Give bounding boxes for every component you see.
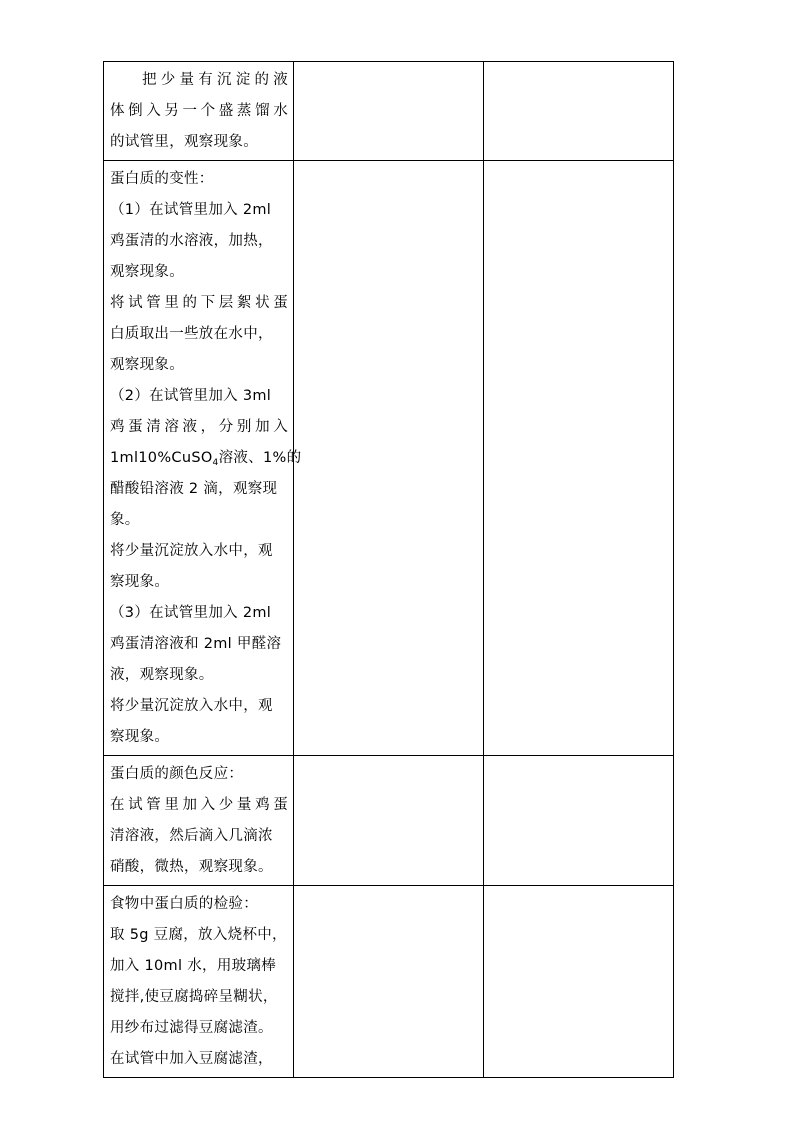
cell-text-line: （1）在试管里加入 2ml — [110, 202, 272, 218]
cell-text-line: 鸡蛋清的水溶液，加热， — [110, 233, 273, 249]
procedure-cell — [104, 161, 302, 756]
cell-text-line: 醋酸铅溶液 2 滴，观察现 — [110, 481, 278, 497]
conclusion-cell[interactable] — [484, 161, 674, 756]
experiment-table — [103, 61, 674, 1078]
conclusion-cell[interactable] — [484, 886, 674, 1078]
cell-text-line: 蛋白质的颜色反应： — [110, 766, 244, 782]
table-row — [104, 756, 674, 886]
cell-text-line: 观察现象。 — [110, 264, 184, 280]
cell-text-line: 取 5g 豆腐，放入烧杯中， — [110, 927, 287, 943]
conclusion-cell[interactable] — [484, 756, 674, 886]
cell-text-line: 察现象。 — [110, 574, 170, 590]
phenomenon-cell[interactable] — [294, 756, 484, 886]
cell-text-line: 清溶液，然后滴入几滴浓 — [110, 828, 273, 844]
table-row — [104, 62, 674, 161]
cell-text-line: 蛋白质的变性： — [110, 171, 214, 187]
cell-text-line: 鸡蛋清溶液和 2ml 甲醛溶 — [110, 636, 282, 652]
table-row — [104, 161, 674, 756]
cell-text-line: 观察现象。 — [110, 357, 184, 373]
cell-text-line: （2）在试管里加入 3ml — [110, 388, 272, 404]
cell-text-line: 鸡蛋清溶液，分别加入 — [110, 419, 288, 435]
cell-text-line: 搅拌,使豆腐捣碎呈糊状， — [110, 989, 278, 1005]
cell-text-line: 的试管里，观察现象。 — [110, 134, 258, 150]
phenomenon-cell[interactable] — [294, 62, 484, 161]
cell-text-line: 在试管中加入豆腐滤渣， — [110, 1051, 273, 1067]
cell-text-line: 液，观察现象。 — [110, 667, 214, 683]
formula-text: 1ml10%CuSO — [110, 450, 213, 466]
table-row — [104, 886, 674, 1078]
cell-text-line: 在试管里加入少量鸡蛋 — [110, 797, 288, 813]
cell-text-line: 硝酸，微热，观察现象。 — [110, 859, 273, 875]
procedure-cell — [104, 886, 294, 1078]
cell-text-line: 加入 10ml 水，用玻璃棒 — [110, 958, 277, 974]
cell-text-line: 将少量沉淀放入水中，观 — [110, 698, 273, 714]
conclusion-cell[interactable] — [484, 62, 674, 161]
cell-text-line: 把少量有沉淀的液 — [142, 72, 288, 88]
cell-text-line: 白质取出一些放在水中， — [110, 326, 273, 342]
cell-text-line: （3）在试管里加入 2ml — [110, 605, 272, 621]
formula-suffix: 溶液、1%的 — [218, 450, 302, 466]
cell-text-line-formula — [110, 443, 302, 474]
procedure-cell — [104, 62, 294, 161]
phenomenon-cell[interactable] — [294, 161, 484, 756]
phenomenon-cell[interactable] — [294, 886, 484, 1078]
cell-text-line: 用纱布过滤得豆腐滤渣。 — [110, 1020, 273, 1036]
cell-text-line: 将试管里的下层絮状蛋 — [110, 295, 288, 311]
cell-text-line: 将少量沉淀放入水中，观 — [110, 543, 273, 559]
cell-text-line: 食物中蛋白质的检验： — [110, 896, 258, 912]
cell-text-line: 体倒入另一个盛蒸馏水 — [110, 103, 288, 119]
procedure-cell — [104, 756, 294, 886]
subscript: 4 — [212, 458, 219, 468]
cell-text-line: 察现象。 — [110, 729, 170, 745]
cell-text-line: 象。 — [110, 512, 140, 528]
